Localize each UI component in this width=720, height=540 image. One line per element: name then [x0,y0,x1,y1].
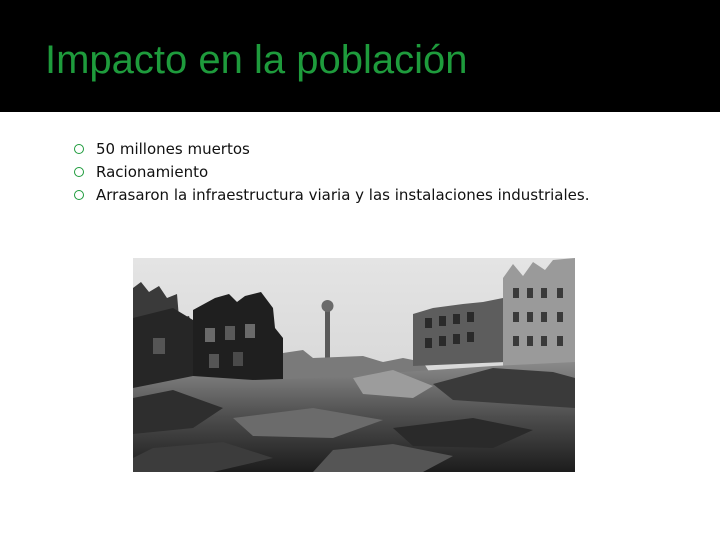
bullet-text: Racionamiento [96,163,209,181]
slide-title: Impacto en la población [45,38,468,82]
circle-bullet-icon [74,167,84,177]
circle-bullet-icon [74,144,84,154]
title-bar [0,0,720,112]
circle-bullet-icon [74,190,84,200]
bullet-text: Arrasaron la infraestructura viaria y las instalaciones industriales. [96,186,590,204]
bullet-text: 50 millones muertos [96,140,250,158]
ruined-city-photo [133,258,575,472]
